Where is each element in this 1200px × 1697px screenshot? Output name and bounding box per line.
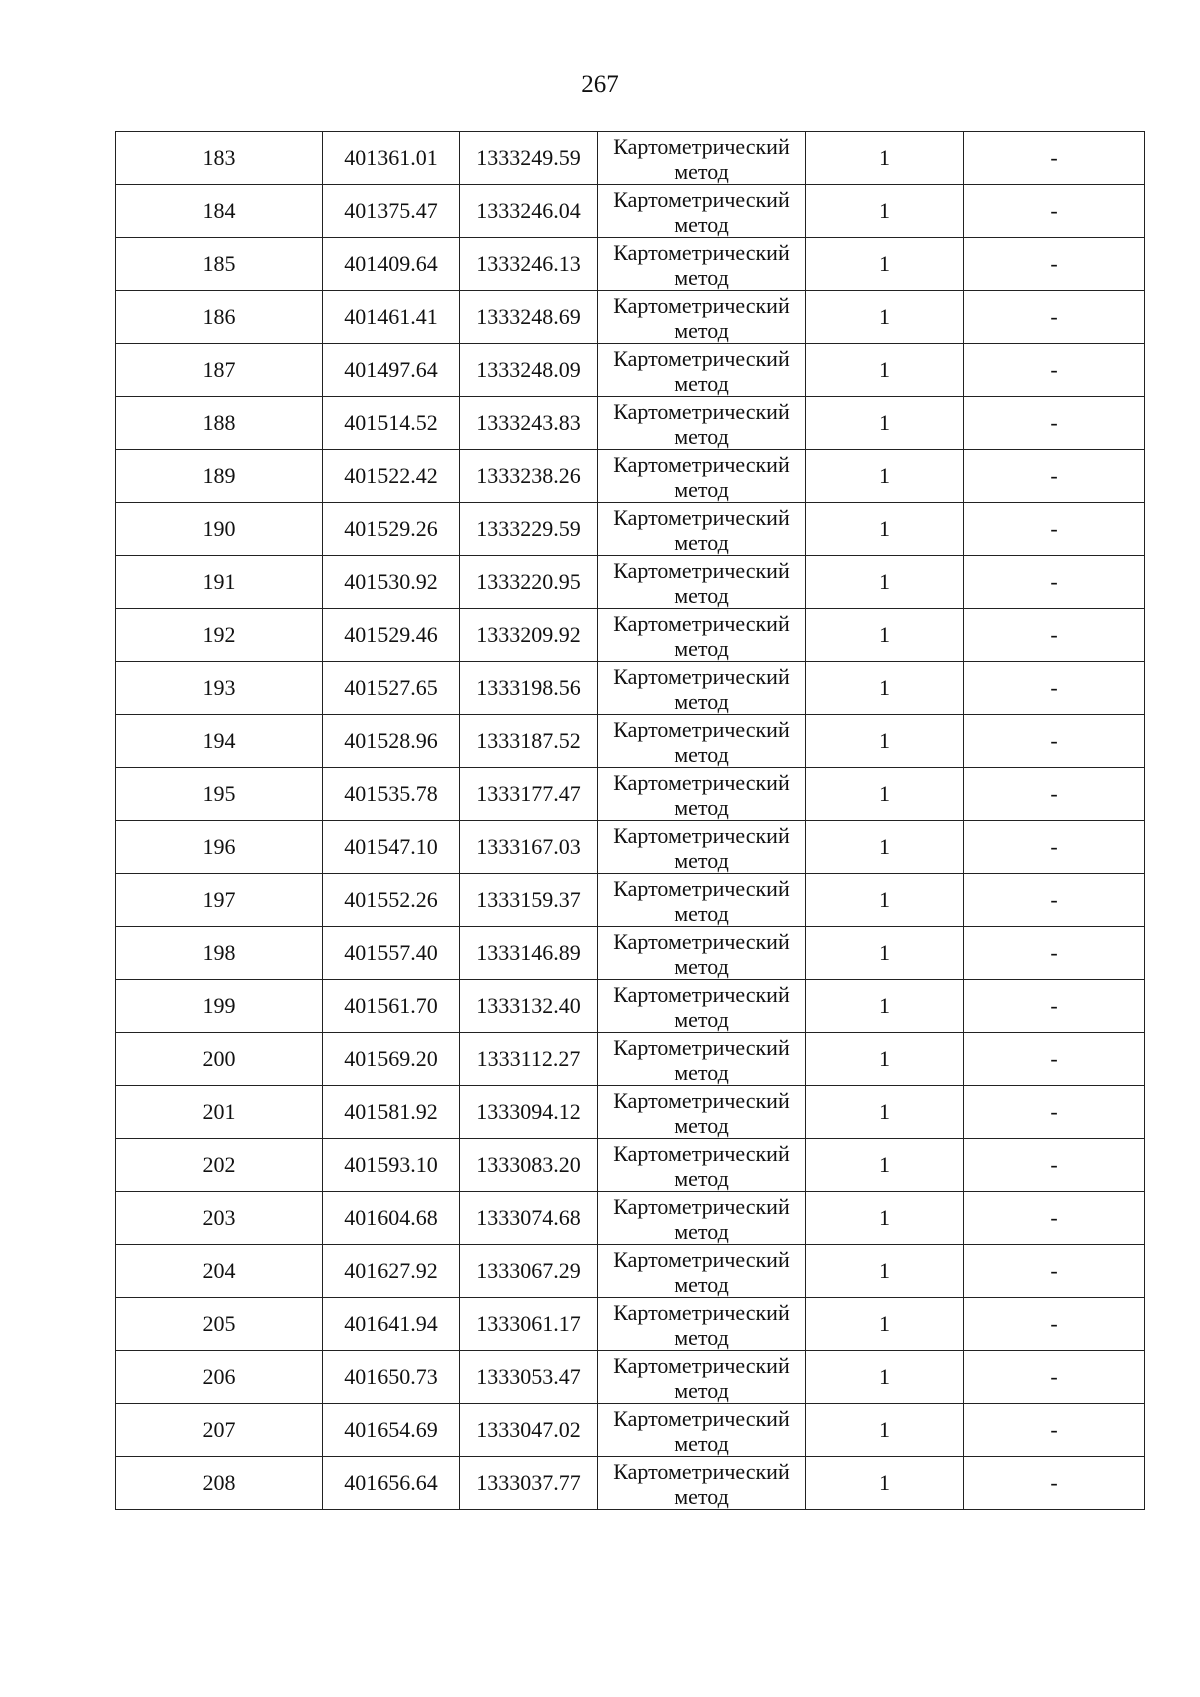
y-coordinate-cell: 1333177.47	[460, 768, 598, 821]
method-line-1: Картометрический	[613, 346, 790, 371]
description-cell: -	[964, 1298, 1145, 1351]
y-coordinate-cell: 1333209.92	[460, 609, 598, 662]
method-cell	[598, 1298, 806, 1351]
description-cell: -	[964, 821, 1145, 874]
x-coordinate-cell: 401361.01	[323, 132, 460, 185]
method-line-2: метод	[674, 371, 729, 396]
method-line-2: метод	[674, 212, 729, 237]
accuracy-cell: 1	[806, 344, 964, 397]
x-coordinate-cell: 401552.26	[323, 874, 460, 927]
method-cell	[598, 132, 806, 185]
description-cell: -	[964, 1086, 1145, 1139]
table-row	[116, 609, 1145, 662]
y-coordinate-cell: 1333167.03	[460, 821, 598, 874]
method-line-2: метод	[674, 1431, 729, 1456]
method-line-2: метод	[674, 1219, 729, 1244]
method-line-2: метод	[674, 1272, 729, 1297]
description-cell: -	[964, 1033, 1145, 1086]
method-cell	[598, 397, 806, 450]
point-number-cell: 185	[116, 238, 323, 291]
table-row	[116, 344, 1145, 397]
x-coordinate-cell: 401654.69	[323, 1404, 460, 1457]
method-line-1: Картометрический	[613, 1459, 790, 1484]
method-line-1: Картометрический	[613, 505, 790, 530]
method-line-1: Картометрический	[613, 982, 790, 1007]
table-row	[116, 1404, 1145, 1457]
point-number-cell: 184	[116, 185, 323, 238]
x-coordinate-cell: 401497.64	[323, 344, 460, 397]
point-number-cell: 190	[116, 503, 323, 556]
page-number: 267	[581, 71, 619, 98]
y-coordinate-cell: 1333198.56	[460, 662, 598, 715]
x-coordinate-cell: 401514.52	[323, 397, 460, 450]
method-cell	[598, 1086, 806, 1139]
x-coordinate-cell: 401529.46	[323, 609, 460, 662]
x-coordinate-cell: 401561.70	[323, 980, 460, 1033]
accuracy-cell: 1	[806, 1192, 964, 1245]
point-number-cell: 205	[116, 1298, 323, 1351]
method-cell	[598, 1245, 806, 1298]
method-line-1: Картометрический	[613, 1088, 790, 1113]
table-row	[116, 1033, 1145, 1086]
accuracy-cell: 1	[806, 1457, 964, 1510]
point-number-cell: 193	[116, 662, 323, 715]
accuracy-cell: 1	[806, 1298, 964, 1351]
method-cell	[598, 238, 806, 291]
description-cell: -	[964, 556, 1145, 609]
method-line-1: Картометрический	[613, 770, 790, 795]
x-coordinate-cell: 401528.96	[323, 715, 460, 768]
method-line-1: Картометрический	[613, 823, 790, 848]
y-coordinate-cell: 1333243.83	[460, 397, 598, 450]
accuracy-cell: 1	[806, 874, 964, 927]
point-number-cell: 187	[116, 344, 323, 397]
description-cell: -	[964, 874, 1145, 927]
description-cell: -	[964, 768, 1145, 821]
x-coordinate-cell: 401627.92	[323, 1245, 460, 1298]
description-cell: -	[964, 185, 1145, 238]
x-coordinate-cell: 401650.73	[323, 1351, 460, 1404]
y-coordinate-cell: 1333037.77	[460, 1457, 598, 1510]
method-line-1: Картометрический	[613, 452, 790, 477]
method-line-1: Картометрический	[613, 1353, 790, 1378]
table-row	[116, 768, 1145, 821]
method-cell	[598, 768, 806, 821]
accuracy-cell: 1	[806, 450, 964, 503]
method-cell	[598, 450, 806, 503]
method-cell	[598, 556, 806, 609]
method-cell	[598, 1351, 806, 1404]
table-row	[116, 980, 1145, 1033]
description-cell: -	[964, 238, 1145, 291]
y-coordinate-cell: 1333053.47	[460, 1351, 598, 1404]
accuracy-cell: 1	[806, 609, 964, 662]
table-row	[116, 715, 1145, 768]
accuracy-cell: 1	[806, 821, 964, 874]
description-cell: -	[964, 1351, 1145, 1404]
x-coordinate-cell: 401461.41	[323, 291, 460, 344]
y-coordinate-cell: 1333187.52	[460, 715, 598, 768]
x-coordinate-cell: 401409.64	[323, 238, 460, 291]
y-coordinate-cell: 1333132.40	[460, 980, 598, 1033]
table-row	[116, 874, 1145, 927]
table-row	[116, 1139, 1145, 1192]
method-line-2: метод	[674, 795, 729, 820]
method-line-2: метод	[674, 1378, 729, 1403]
method-line-2: метод	[674, 901, 729, 926]
method-cell	[598, 185, 806, 238]
y-coordinate-cell: 1333249.59	[460, 132, 598, 185]
description-cell: -	[964, 291, 1145, 344]
point-number-cell: 207	[116, 1404, 323, 1457]
x-coordinate-cell: 401529.26	[323, 503, 460, 556]
point-number-cell: 188	[116, 397, 323, 450]
accuracy-cell: 1	[806, 662, 964, 715]
accuracy-cell: 1	[806, 1033, 964, 1086]
method-line-1: Картометрический	[613, 134, 790, 159]
x-coordinate-cell: 401641.94	[323, 1298, 460, 1351]
description-cell: -	[964, 715, 1145, 768]
accuracy-cell: 1	[806, 185, 964, 238]
description-cell: -	[964, 1457, 1145, 1510]
description-cell: -	[964, 1139, 1145, 1192]
method-cell	[598, 821, 806, 874]
accuracy-cell: 1	[806, 291, 964, 344]
method-cell	[598, 1457, 806, 1510]
table-row	[116, 450, 1145, 503]
method-cell	[598, 1139, 806, 1192]
method-line-1: Картометрический	[613, 717, 790, 742]
accuracy-cell: 1	[806, 238, 964, 291]
method-line-1: Картометрический	[613, 558, 790, 583]
x-coordinate-cell: 401547.10	[323, 821, 460, 874]
table-row	[116, 185, 1145, 238]
method-line-1: Картометрический	[613, 611, 790, 636]
method-line-1: Картометрический	[613, 929, 790, 954]
method-line-2: метод	[674, 477, 729, 502]
description-cell: -	[964, 450, 1145, 503]
accuracy-cell: 1	[806, 1139, 964, 1192]
x-coordinate-cell: 401530.92	[323, 556, 460, 609]
method-line-2: метод	[674, 530, 729, 555]
method-line-2: метод	[674, 318, 729, 343]
point-number-cell: 192	[116, 609, 323, 662]
method-line-1: Картометрический	[613, 399, 790, 424]
description-cell: -	[964, 397, 1145, 450]
method-cell	[598, 874, 806, 927]
point-number-cell: 203	[116, 1192, 323, 1245]
method-line-2: метод	[674, 848, 729, 873]
description-cell: -	[964, 132, 1145, 185]
y-coordinate-cell: 1333067.29	[460, 1245, 598, 1298]
y-coordinate-cell: 1333229.59	[460, 503, 598, 556]
accuracy-cell: 1	[806, 1351, 964, 1404]
accuracy-cell: 1	[806, 132, 964, 185]
y-coordinate-cell: 1333220.95	[460, 556, 598, 609]
description-cell: -	[964, 1245, 1145, 1298]
method-line-2: метод	[674, 159, 729, 184]
method-line-2: метод	[674, 583, 729, 608]
method-cell	[598, 1192, 806, 1245]
description-cell: -	[964, 662, 1145, 715]
method-line-2: метод	[674, 1325, 729, 1350]
accuracy-cell: 1	[806, 1404, 964, 1457]
accuracy-cell: 1	[806, 397, 964, 450]
y-coordinate-cell: 1333246.04	[460, 185, 598, 238]
method-cell	[598, 662, 806, 715]
point-number-cell: 204	[116, 1245, 323, 1298]
point-number-cell: 202	[116, 1139, 323, 1192]
method-line-1: Картометрический	[613, 1035, 790, 1060]
method-cell	[598, 927, 806, 980]
accuracy-cell: 1	[806, 556, 964, 609]
method-line-2: метод	[674, 636, 729, 661]
table-row	[116, 503, 1145, 556]
method-line-1: Картометрический	[613, 240, 790, 265]
description-cell: -	[964, 1192, 1145, 1245]
method-cell	[598, 609, 806, 662]
description-cell: -	[964, 503, 1145, 556]
y-coordinate-cell: 1333248.09	[460, 344, 598, 397]
accuracy-cell: 1	[806, 715, 964, 768]
table-row	[116, 556, 1145, 609]
y-coordinate-cell: 1333074.68	[460, 1192, 598, 1245]
point-number-cell: 206	[116, 1351, 323, 1404]
method-line-2: метод	[674, 424, 729, 449]
y-coordinate-cell: 1333047.02	[460, 1404, 598, 1457]
point-number-cell: 189	[116, 450, 323, 503]
table-row	[116, 238, 1145, 291]
accuracy-cell: 1	[806, 768, 964, 821]
x-coordinate-cell: 401581.92	[323, 1086, 460, 1139]
table-row	[116, 1298, 1145, 1351]
table-row	[116, 132, 1145, 185]
method-cell	[598, 1404, 806, 1457]
method-line-2: метод	[674, 1166, 729, 1191]
y-coordinate-cell: 1333146.89	[460, 927, 598, 980]
point-number-cell: 197	[116, 874, 323, 927]
method-cell	[598, 503, 806, 556]
description-cell: -	[964, 980, 1145, 1033]
x-coordinate-cell: 401557.40	[323, 927, 460, 980]
y-coordinate-cell: 1333246.13	[460, 238, 598, 291]
point-number-cell: 199	[116, 980, 323, 1033]
accuracy-cell: 1	[806, 1245, 964, 1298]
method-line-1: Картометрический	[613, 664, 790, 689]
description-cell: -	[964, 1404, 1145, 1457]
method-line-2: метод	[674, 265, 729, 290]
method-line-1: Картометрический	[613, 1247, 790, 1272]
y-coordinate-cell: 1333094.12	[460, 1086, 598, 1139]
method-line-2: метод	[674, 689, 729, 714]
method-cell	[598, 1033, 806, 1086]
method-line-1: Картометрический	[613, 187, 790, 212]
point-number-cell: 198	[116, 927, 323, 980]
method-line-1: Картометрический	[613, 876, 790, 901]
point-number-cell: 191	[116, 556, 323, 609]
method-cell	[598, 715, 806, 768]
point-number-cell: 183	[116, 132, 323, 185]
method-cell	[598, 980, 806, 1033]
table-row	[116, 927, 1145, 980]
coordinates-table	[115, 131, 1145, 1510]
y-coordinate-cell: 1333083.20	[460, 1139, 598, 1192]
x-coordinate-cell: 401593.10	[323, 1139, 460, 1192]
method-line-1: Картометрический	[613, 293, 790, 318]
table-row	[116, 821, 1145, 874]
table-row	[116, 1457, 1145, 1510]
method-line-1: Картометрический	[613, 1406, 790, 1431]
table-row	[116, 1351, 1145, 1404]
x-coordinate-cell: 401375.47	[323, 185, 460, 238]
method-line-2: метод	[674, 1113, 729, 1138]
accuracy-cell: 1	[806, 980, 964, 1033]
x-coordinate-cell: 401604.68	[323, 1192, 460, 1245]
table-row	[116, 397, 1145, 450]
method-cell	[598, 291, 806, 344]
table-row	[116, 1086, 1145, 1139]
accuracy-cell: 1	[806, 1086, 964, 1139]
method-line-2: метод	[674, 1484, 729, 1509]
y-coordinate-cell: 1333112.27	[460, 1033, 598, 1086]
point-number-cell: 194	[116, 715, 323, 768]
y-coordinate-cell: 1333238.26	[460, 450, 598, 503]
method-cell	[598, 344, 806, 397]
description-cell: -	[964, 344, 1145, 397]
coordinates-table-body	[116, 132, 1145, 1510]
method-line-2: метод	[674, 1060, 729, 1085]
x-coordinate-cell: 401527.65	[323, 662, 460, 715]
x-coordinate-cell: 401522.42	[323, 450, 460, 503]
point-number-cell: 186	[116, 291, 323, 344]
table-row	[116, 291, 1145, 344]
table-row	[116, 1192, 1145, 1245]
y-coordinate-cell: 1333159.37	[460, 874, 598, 927]
point-number-cell: 195	[116, 768, 323, 821]
table-row	[116, 662, 1145, 715]
method-line-1: Картометрический	[613, 1194, 790, 1219]
method-line-1: Картометрический	[613, 1300, 790, 1325]
method-line-2: метод	[674, 742, 729, 767]
description-cell: -	[964, 927, 1145, 980]
point-number-cell: 201	[116, 1086, 323, 1139]
point-number-cell: 208	[116, 1457, 323, 1510]
x-coordinate-cell: 401656.64	[323, 1457, 460, 1510]
method-line-2: метод	[674, 954, 729, 979]
y-coordinate-cell: 1333248.69	[460, 291, 598, 344]
x-coordinate-cell: 401535.78	[323, 768, 460, 821]
method-line-1: Картометрический	[613, 1141, 790, 1166]
table-row	[116, 1245, 1145, 1298]
method-line-2: метод	[674, 1007, 729, 1032]
description-cell: -	[964, 609, 1145, 662]
point-number-cell: 196	[116, 821, 323, 874]
accuracy-cell: 1	[806, 927, 964, 980]
accuracy-cell: 1	[806, 503, 964, 556]
x-coordinate-cell: 401569.20	[323, 1033, 460, 1086]
point-number-cell: 200	[116, 1033, 323, 1086]
y-coordinate-cell: 1333061.17	[460, 1298, 598, 1351]
